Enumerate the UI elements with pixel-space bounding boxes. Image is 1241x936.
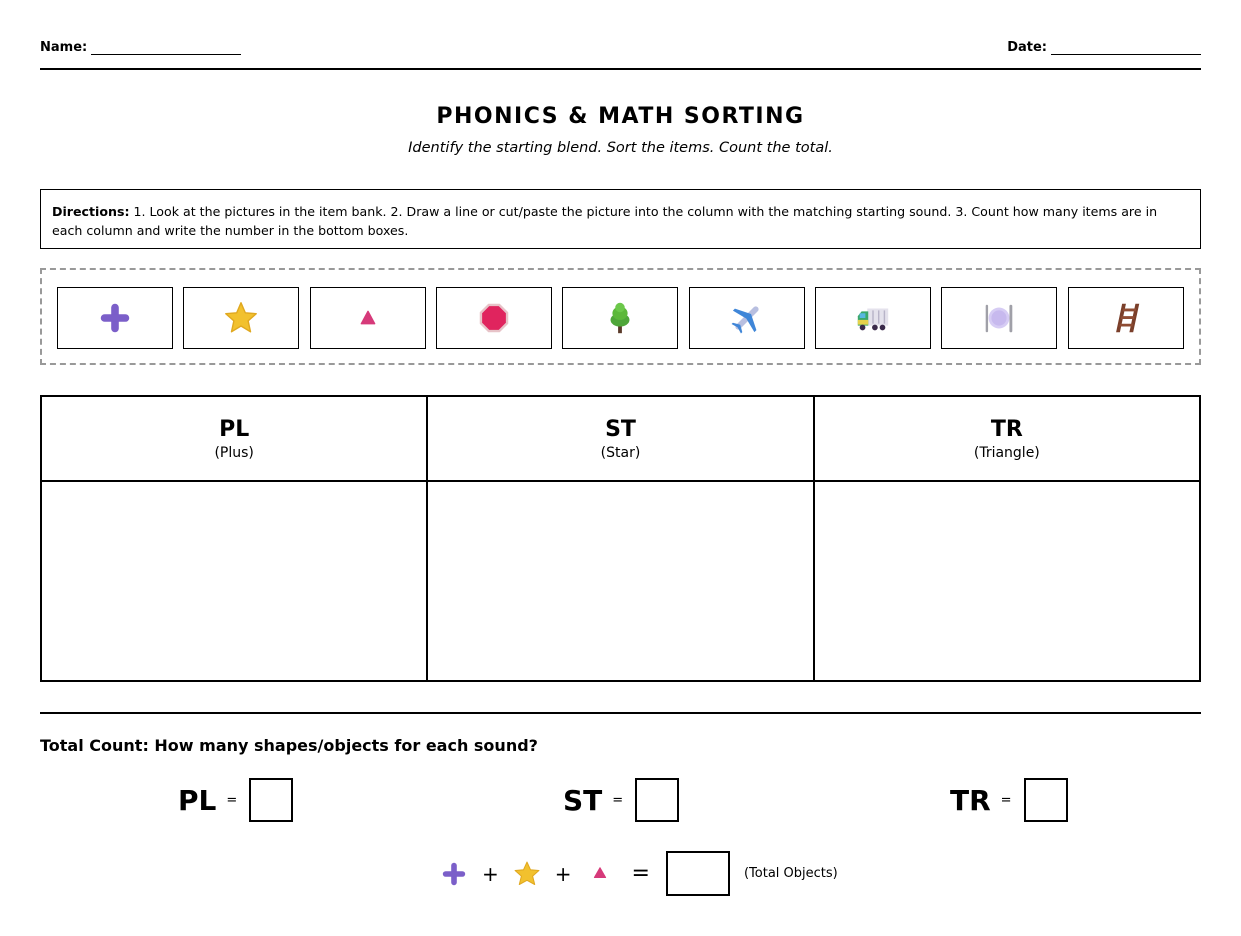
bank-item-triangle[interactable]	[310, 287, 426, 349]
section-divider	[40, 712, 1201, 714]
equals-sign: =	[631, 861, 650, 886]
directions-text: 1. Look at the pictures in the item bank. 2. Draw a line or cut/paste the picture into the column with the matching starting sound. 3. Count how many items are in each column and write the number in the bottom boxes.	[52, 204, 1158, 238]
count-section-title: Total Count: How many shapes/objects for each sound?	[40, 736, 538, 755]
column-blend: PL	[219, 417, 250, 442]
column-word: (Triangle)	[973, 445, 1040, 461]
column-header	[42, 397, 426, 482]
column-blend: TR	[990, 417, 1023, 442]
column-st	[428, 397, 814, 680]
column-tr	[815, 397, 1199, 680]
equals-sign: =	[1000, 792, 1012, 808]
plus-operator: +	[554, 861, 572, 886]
header-row	[40, 40, 1201, 60]
column-word: (Star)	[600, 445, 641, 461]
column-header	[428, 397, 812, 482]
name-label: Name:	[40, 40, 88, 55]
stop-sign-icon	[475, 299, 513, 337]
plus-icon	[96, 299, 134, 337]
tree-icon	[601, 299, 639, 337]
bank-item-plus[interactable]	[57, 287, 173, 349]
name-line[interactable]	[91, 41, 241, 55]
bank-item-ladder[interactable]	[1068, 287, 1184, 349]
count-answer-box-tr[interactable]	[1024, 778, 1068, 822]
date-label: Date:	[1007, 40, 1047, 55]
column-blend: ST	[605, 417, 636, 442]
bank-item-airplane[interactable]	[689, 287, 805, 349]
column-word: (Plus)	[214, 445, 254, 461]
plate-icon	[980, 299, 1018, 337]
total-objects-label: (Total Objects)	[743, 866, 838, 881]
count-group-pl	[178, 778, 293, 822]
directions-label: Directions:	[52, 204, 130, 219]
count-blend: TR	[950, 783, 991, 817]
triangle-icon	[586, 860, 614, 888]
directions-box	[40, 189, 1201, 249]
bank-item-plate[interactable]	[941, 287, 1057, 349]
star-icon	[222, 299, 260, 337]
page-title: PHONICS & MATH SORTING	[436, 104, 805, 129]
count-blend: ST	[563, 783, 603, 817]
total-equation	[440, 851, 838, 896]
drop-area-st[interactable]	[428, 482, 812, 680]
page-subtitle: Identify the starting blend. Sort the items. Count the total.	[408, 140, 833, 156]
ladder-icon	[1107, 299, 1145, 337]
drop-area-tr[interactable]	[815, 482, 1199, 680]
column-pl	[42, 397, 428, 680]
column-header	[815, 397, 1199, 482]
total-answer-box[interactable]	[666, 851, 730, 896]
truck-icon	[854, 299, 892, 337]
name-field[interactable]	[40, 40, 241, 55]
bank-item-stop-sign[interactable]	[436, 287, 552, 349]
count-answer-box-st[interactable]	[635, 778, 679, 822]
count-group-st	[563, 778, 679, 822]
count-answer-box-pl[interactable]	[249, 778, 293, 822]
plus-operator: +	[482, 861, 499, 886]
count-blend: PL	[178, 783, 217, 817]
airplane-icon	[728, 299, 766, 337]
triangle-icon	[349, 299, 387, 337]
sorting-table	[40, 395, 1201, 682]
header-divider	[40, 68, 1201, 70]
bank-item-truck[interactable]	[815, 287, 931, 349]
equals-sign: =	[226, 792, 238, 808]
plus-icon	[440, 860, 468, 888]
equals-sign: =	[612, 792, 624, 808]
count-group-tr	[950, 778, 1068, 822]
star-icon	[513, 860, 541, 888]
date-field[interactable]	[1007, 40, 1201, 55]
drop-area-pl[interactable]	[42, 482, 426, 680]
bank-item-tree[interactable]	[562, 287, 678, 349]
item-bank	[40, 268, 1201, 365]
bank-item-star[interactable]	[183, 287, 299, 349]
date-line[interactable]	[1051, 41, 1201, 55]
